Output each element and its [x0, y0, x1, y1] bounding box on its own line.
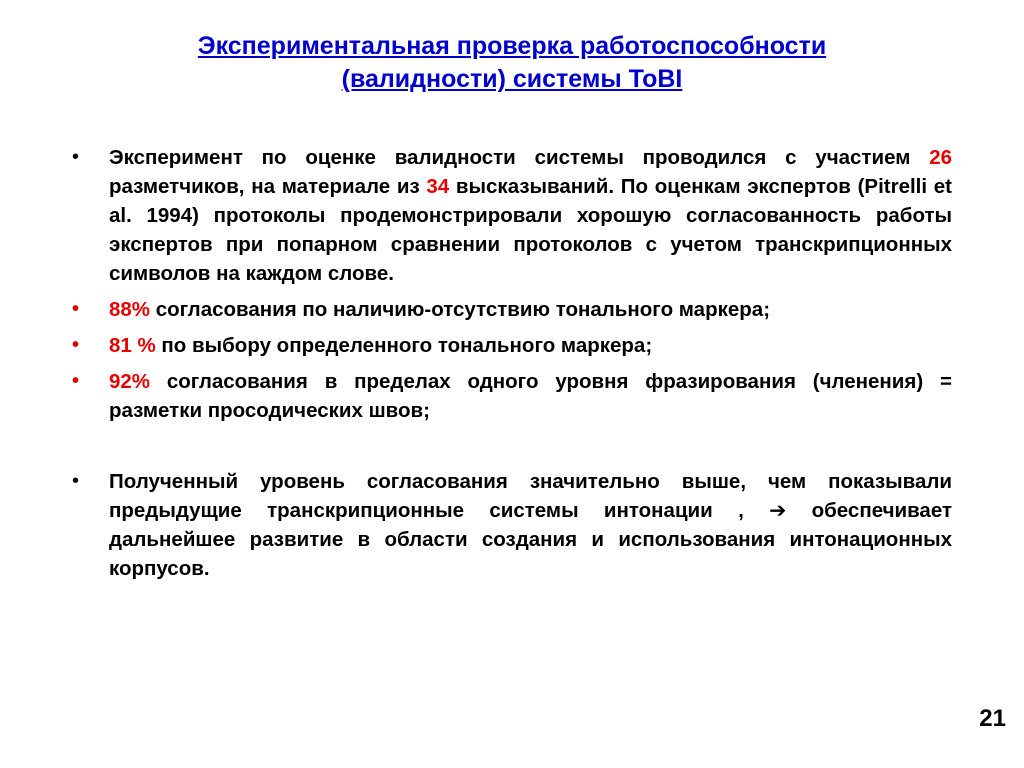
bullet-text: [109, 331, 952, 360]
arrow-icon: ➔: [769, 499, 787, 522]
bullet-item-92: [72, 367, 952, 425]
bullet-text: [109, 467, 952, 583]
text-part: обеспечивает дальнейшее развитие в области создания и использования интонационных корпусов.: [109, 499, 952, 580]
text-part: Эксперимент по оценке валидности системы проводился с участием: [109, 146, 930, 169]
bullet-item-81: [72, 331, 952, 360]
text-part: по выбору определенного тонального маркера;: [155, 334, 653, 357]
text-part: согласования в пределах одного уровня фразирования (членения) = разметки просодических швов;: [109, 370, 952, 422]
text-part: Полученный уровень согласования значительно выше, чем показывали предыдущие транскрипционные системы интонации ,: [109, 470, 952, 522]
bullet-item-experiment: [72, 143, 952, 288]
bullet-text: [109, 295, 952, 324]
annotator-count: 26: [929, 146, 952, 169]
agreement-percent: 81 %: [109, 334, 156, 357]
bullet-item-conclusion: [72, 467, 952, 583]
text-part: разметчиков, на материале из: [109, 175, 427, 198]
bullet-text: [109, 143, 952, 288]
bullet-item-88: [72, 295, 952, 324]
bullet-list: [72, 143, 952, 590]
text-part: согласования по наличию-отсутствию тонального маркера;: [150, 298, 771, 321]
agreement-percent: 92%: [109, 370, 151, 393]
text-part: высказываний. По оценкам экспертов (Pitrelli et al. 1994) протоколы продемонстрировали хорошую согласованность работы экспертов при попарном сравнении протоколов с учетом транскрипционных символов на каждом слове.: [109, 175, 953, 285]
bullet-marker: •: [72, 146, 80, 168]
page-number: 21: [979, 705, 1006, 732]
agreement-percent: 88%: [109, 298, 151, 321]
bullet-marker: •: [72, 334, 80, 356]
bullet-marker: •: [72, 298, 80, 320]
title-line-1: Экспериментальная проверка работоспособности: [197, 32, 827, 60]
title-line-2: (валидности) системы ToBI: [341, 65, 683, 93]
bullet-marker: •: [72, 370, 80, 392]
bullet-marker: •: [72, 470, 80, 492]
slide-title: [60, 30, 964, 96]
utterance-count: 34: [426, 175, 450, 198]
bullet-text: [109, 367, 952, 425]
